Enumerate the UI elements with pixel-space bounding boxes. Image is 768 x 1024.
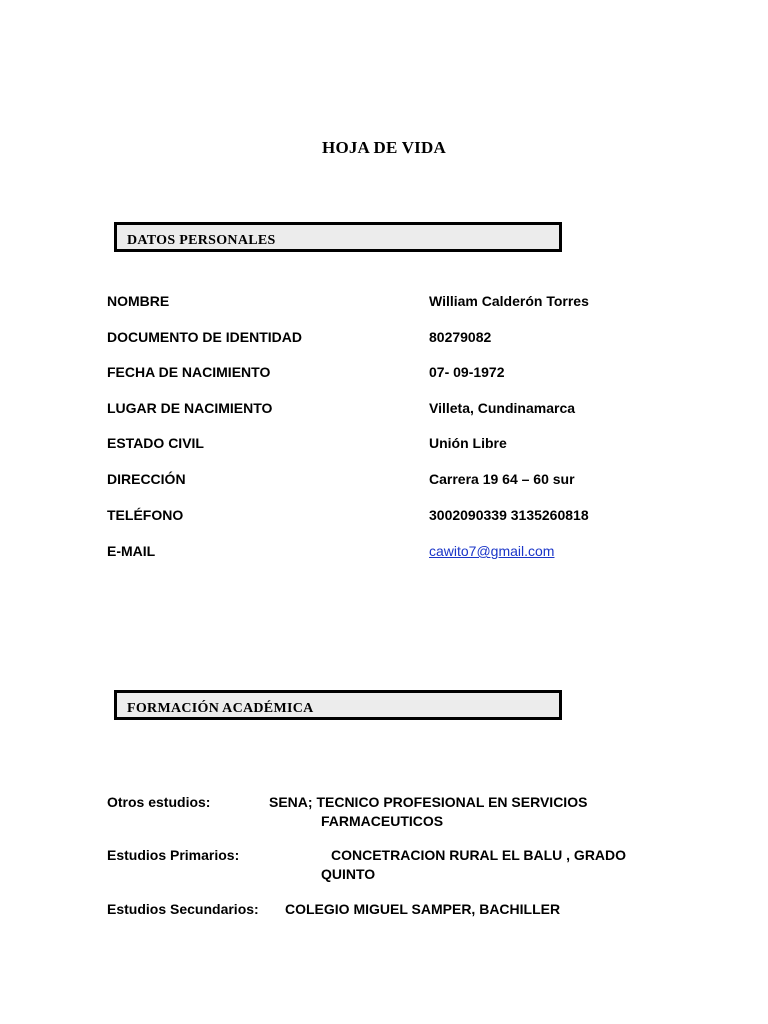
field-value: Villeta, Cundinamarca: [429, 400, 576, 416]
field-value: 80279082: [429, 329, 492, 345]
section-header-label: FORMACIÓN ACADÉMICA: [127, 701, 314, 716]
field-label: TELÉFONO: [107, 507, 184, 523]
field-label: ESTADO CIVIL: [107, 435, 204, 451]
personal-row-birthdate: [107, 364, 707, 384]
field-label: E-MAIL: [107, 543, 156, 559]
personal-row-name: [107, 293, 707, 313]
field-value: 3002090339 3135260818: [429, 507, 589, 523]
personal-row-civil-status: [107, 435, 707, 455]
study-value: SENA; TECNICO PROFESIONAL EN SERVICIOS: [269, 794, 588, 810]
field-label: NOMBRE: [107, 293, 170, 309]
field-label: DOCUMENTO DE IDENTIDAD: [107, 329, 302, 345]
page-title: HOJA DE VIDA: [322, 138, 446, 157]
email-link[interactable]: cawito7@gmail.com: [429, 543, 555, 559]
field-label: LUGAR DE NACIMIENTO: [107, 400, 273, 416]
personal-row-address: [107, 471, 707, 491]
personal-row-phone: [107, 507, 707, 527]
personal-row-birthplace: [107, 400, 707, 420]
field-value: Unión Libre: [429, 435, 507, 451]
field-value: Carrera 19 64 – 60 sur: [429, 471, 575, 487]
personal-row-email: [107, 543, 707, 563]
study-value-continued: FARMACEUTICOS: [321, 813, 444, 829]
study-value: COLEGIO MIGUEL SAMPER, BACHILLER: [285, 901, 561, 917]
field-value: 07- 09-1972: [429, 364, 505, 380]
study-label: Estudios Primarios:: [107, 847, 240, 863]
study-value-continued: QUINTO: [321, 866, 376, 882]
section-header-personal: [114, 222, 562, 252]
field-label: FECHA DE NACIMIENTO: [107, 364, 271, 380]
study-label: Estudios Secundarios:: [107, 901, 259, 917]
field-label: DIRECCIÓN: [107, 471, 186, 487]
section-header-academic: [114, 690, 562, 720]
section-header-label: DATOS PERSONALES: [127, 233, 276, 248]
study-value: CONCETRACION RURAL EL BALU , GRADO: [331, 847, 627, 863]
personal-row-id: [107, 329, 707, 349]
field-value: William Calderón Torres: [429, 293, 589, 309]
study-label: Otros estudios:: [107, 794, 211, 810]
